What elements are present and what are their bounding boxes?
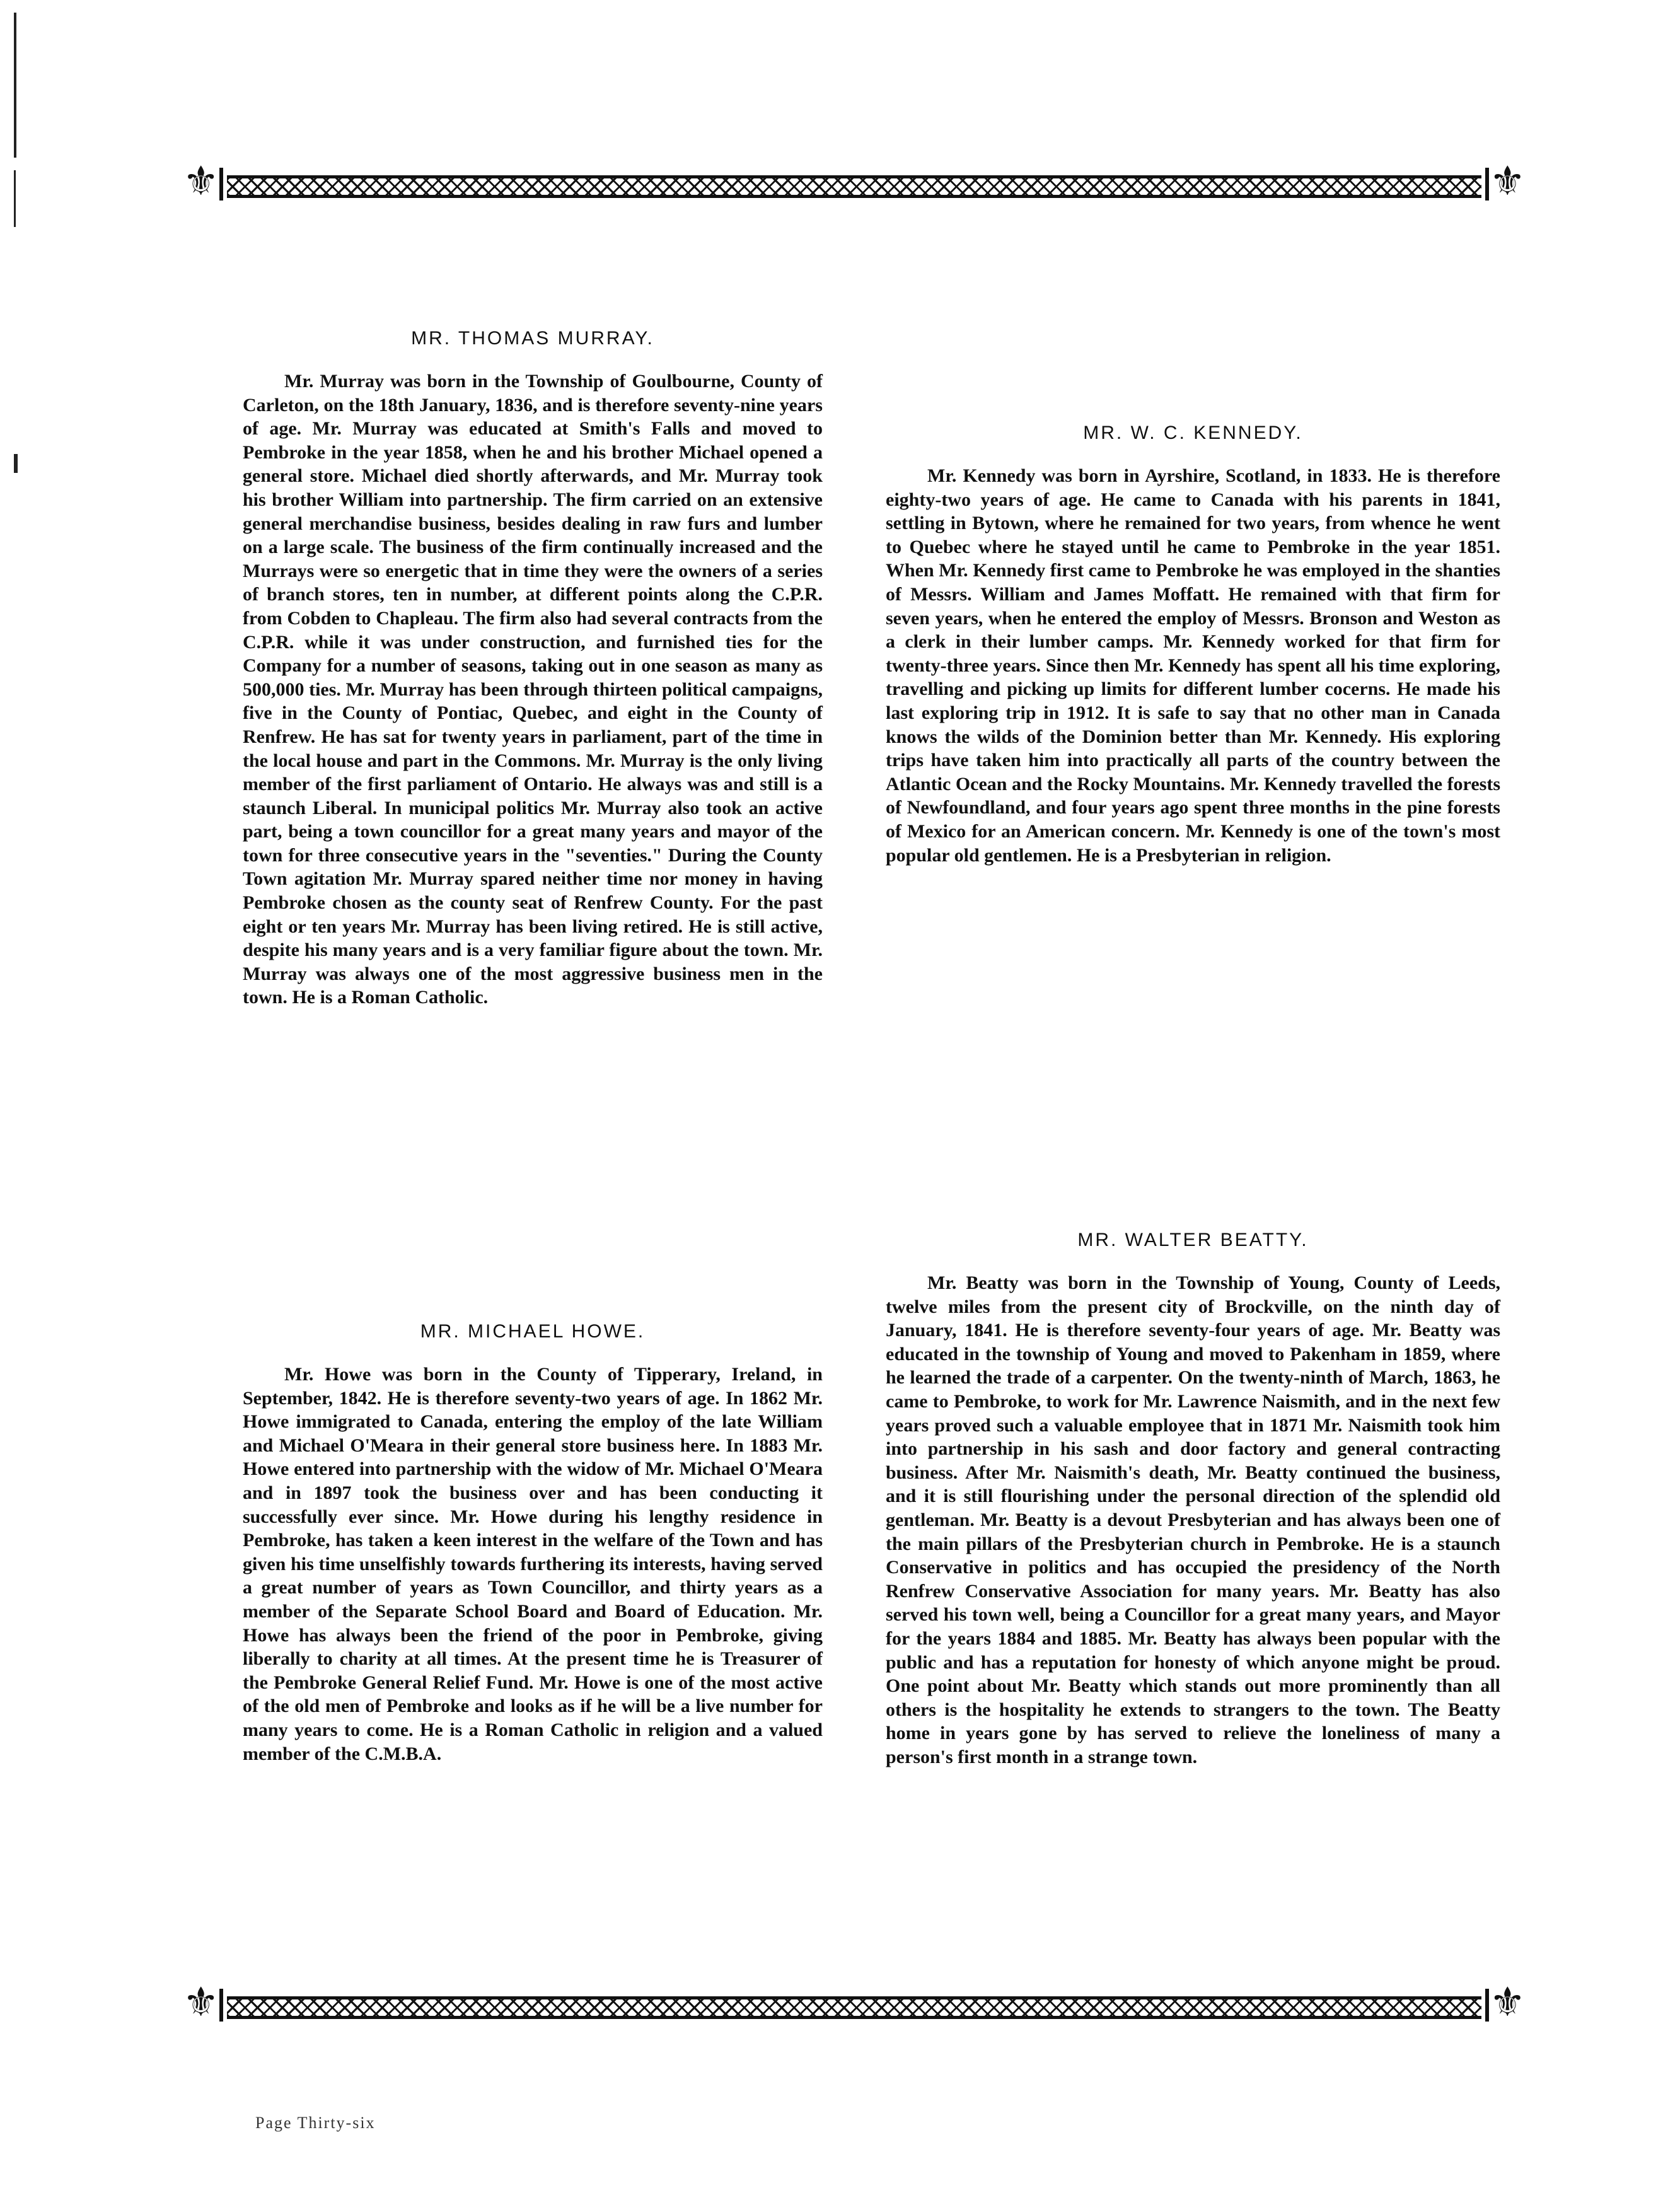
article-thomas-murray (243, 328, 823, 1010)
article-body: Mr. Beatty was born in the Township of Young, County of Leeds, twelve miles from the present city of Brockville, on the ninth day of January, 1841. He is therefore seventy-four years of age. Mr. Beatty was educated in the township of Young and moved to Pakenham in 1859, where he learned the trade of a carpenter. On the twenty-ninth of March, 1863, he came to Pembroke, to work for Mr. Lawrence Naismith, and in the next few years proved such a valuable employee that in 1871 Mr. Naismith took him into partnership in his sash and door factory and general contracting business. After Mr. Naismith's death, Mr. Beatty continued the business, and it is still flourishing under the personal direction of the splendid old gentleman. Mr. Beatty is a devout Presbyterian and has always been one of the main pillars of the Presbyterian church in Pembroke. He is a staunch Conservative in politics and has occupied the presidency of the North Renfrew Conservative Association for many years. Mr. Beatty has also served his town well, being a Councillor for a great many years, and Mayor for the years 1884 and 1885. Mr. Beatty has always been popular with the public and has a reputation for honesty of which anyone might be proud. One point about Mr. Beatty which stands out more prominently than all others is the hospitality he extends to strangers to the town. The Beatty home in years gone by has served to relieve the loneliness of many a person's first month in a strange town. (886, 1272, 1500, 1767)
fleur-de-lis-icon: ⚜ (183, 1980, 219, 2025)
top-ornamental-rule (183, 159, 1526, 204)
article-title: MR. W. C. KENNEDY. (1083, 422, 1303, 443)
article-michael-howe (243, 1321, 823, 1766)
article-body: Mr. Howe was born in the County of Tipperary, Ireland, in September, 1842. He is therefore seventy-two years of age. In 1862 Mr. Howe immigrated to Canada, entering the employ of the late William and Michael O'Meara in their general store business here. In 1883 Mr. Howe entered into partnership with the widow of Mr. Michael O'Meara and in 1897 took the business over and has been conducting it successfully ever since. Mr. Howe during his lengthy residence in Pembroke, has taken a keen interest in the welfare of the Town and has given his time unselfishly towards furthering its interests, having served a great number of years as Town Councillor, and thirty years as a member of the Separate School Board and Board of Education. Mr. Howe has always been the friend of the poor in Pembroke, giving liberally to charity at all times. At the present time he is Treasurer of the Pembroke General Relief Fund. Mr. Howe is one of the most active of the old men of Pembroke and looks as if he will be a live number for many years to come. He is a Roman Catholic in religion and a valued member of the C.M.B.A. (243, 1364, 823, 1764)
article-title: MR. WALTER BEATTY. (1077, 1230, 1309, 1250)
bottom-ornamental-rule (183, 1980, 1526, 2025)
decorative-border-band (227, 175, 1481, 198)
fleur-de-lis-icon: ⚜ (1489, 159, 1526, 204)
scan-margin-mark (14, 13, 16, 158)
article-title: MR. MICHAEL HOWE. (420, 1321, 646, 1342)
article-body: Mr. Murray was born in the Township of Goulbourne, County of Carleton, on the 18th January, 1836, and is therefore seventy-nine years of age. Mr. Murray was educated at Smith's Falls and moved to Pembroke in the year 1858, when he and his brother Michael opened a general store. Michael died shortly afterwards, and Mr. Murray took his brother William into partnership. The firm carried on an extensive general merchandise business, besides dealing in raw furs and lumber on a large scale. The business of the firm continually increased and the Murrays were so energetic that in time they were the owners of a series of branch stores, ten in number, at different points along the C.P.R. from Cobden to Chapleau. The firm also had several contracts from the C.P.R. while it was under construction, and furnished ties for the Company for a number of seasons, taking out in one season as many as 500,000 ties. Mr. Murray has been through thirteen political campaigns, five in the County of Pontiac, Quebec, and eight in the County of Renfrew. He has sat for twenty years in parliament, part of the time in the local house and part in the Commons. Mr. Murray is the only living member of the first parliament of Ontario. He always was and still is a staunch Liberal. In municipal politics Mr. Murray also took an active part, being a town councillor for a great many years and mayor of the town for three consecutive years in the "seventies." During the County Town agitation Mr. Murray spared neither time nor money in having Pembroke chosen as the county seat of Renfrew County. For the past eight or ten years Mr. Murray has been living retired. He is still active, despite his many years and is a very familiar figure about the town. Mr. Murray was always one of the most aggressive business men in the town. He is a Roman Catholic. (243, 371, 823, 1008)
page-number: Page Thirty-six (255, 2114, 376, 2132)
article-walter-beatty (886, 1230, 1500, 1769)
scan-margin-mark (14, 170, 16, 227)
fleur-de-lis-icon: ⚜ (1489, 1980, 1526, 2025)
decorative-border-band (227, 1996, 1481, 2019)
article-body: Mr. Kennedy was born in Ayrshire, Scotland, in 1833. He is therefore eighty-two years of age. He came to Canada with his parents in 1841, settling in Bytown, where he remained for two years, from whence he went to Quebec where he stayed until he came to Pembroke in the year 1851. When Mr. Kennedy first came to Pembroke he was employed in the shanties of Messrs. William and James Moffatt. He remained with that firm for seven years, when he entered the employ of Messrs. Bronson and Weston as a clerk in their lumber camps. Mr. Kennedy worked for that firm for twenty-three years. Since then Mr. Kennedy has spent all his time exploring, travelling and picking up limits for different lumber cocerns. He made his last exploring trip in 1912. It is safe to say that no other man in Canada knows the wilds of the Dominion better than Mr. Kennedy. His exploring trips have taken him into practically all parts of the country between the Atlantic Ocean and the Rocky Mountains. Mr. Kennedy travelled the forests of Newfoundland, and four years ago spent three months in the pine forests of Mexico for an American concern. Mr. Kennedy is one of the town's most popular old gentlemen. He is a Presbyterian in religion. (886, 465, 1500, 866)
article-w-c-kennedy (886, 422, 1500, 867)
scan-margin-mark (14, 454, 18, 473)
article-title: MR. THOMAS MURRAY. (411, 328, 654, 349)
fleur-de-lis-icon: ⚜ (183, 159, 219, 204)
